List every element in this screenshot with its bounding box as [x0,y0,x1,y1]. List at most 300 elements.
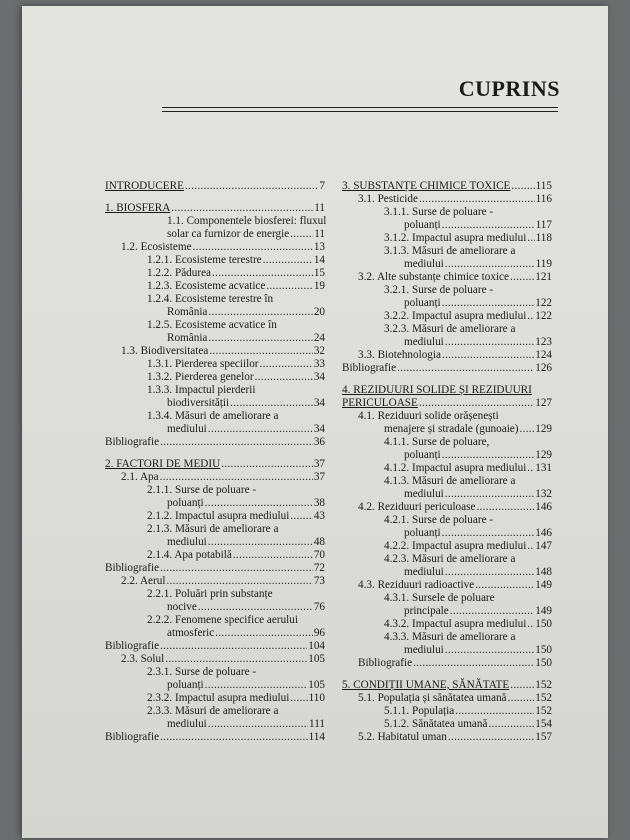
toc-entry [342,705,552,718]
toc-entry-title: 3.2. Alte substanțe chimice toxice [358,271,509,283]
toc-chapter-entry [342,384,552,397]
toc-page-number: 124 [535,349,552,361]
toc-entry-title: 1.2.4. Ecosisteme terestre în [147,293,274,305]
toc-entry [342,423,552,436]
dot-leader [527,232,534,245]
toc-entry-title: 4.2. Reziduuri periculoase [358,501,476,513]
toc-page-number: 146 [535,501,552,513]
toc-entry [105,397,325,410]
dot-leader [488,718,534,731]
dot-leader [419,397,534,410]
dot-leader [160,562,313,575]
toc-entry-title: 2.1. Apa [121,471,159,483]
toc-entry [342,449,552,462]
toc-page-number: 11 [314,202,325,214]
toc-entry [342,618,552,631]
toc-entry-title: 5.2. Habitatul uman [358,731,447,743]
toc-entry [342,436,552,449]
section-gap [342,375,552,384]
dot-leader [230,397,313,410]
toc-entry-title: 1.2.2. Pădurea [147,267,212,279]
toc-entry-title: poluanți [404,449,441,461]
dot-leader [198,601,313,614]
toc-page-number: 152 [535,692,552,704]
toc-page-number: 150 [535,644,552,656]
toc-page-number: 38 [313,497,325,509]
toc-entry-title: 3.3. Biotehnologia [358,349,441,361]
toc-entry [105,241,325,254]
toc-entry-title: 2.1.4. Apa potabilă [147,549,232,561]
dot-leader [445,336,534,349]
toc-entry-title: principale [404,605,449,617]
toc-entry-title: 1.3.4. Măsuri de ameliorare a [147,410,279,422]
toc-page-number: 104 [308,640,325,652]
dot-leader [510,271,534,284]
toc-entry-title: România [167,306,208,318]
toc-page-number: 34 [313,397,325,409]
toc-entry-title: mediului [404,566,444,578]
toc-chapter-entry [342,180,552,193]
toc-entry [105,215,325,228]
dot-leader [215,627,313,640]
toc-entry-title: 1.2. Ecosisteme [121,241,192,253]
toc-entry [105,705,325,718]
dot-leader [208,332,312,345]
toc-page-number: 148 [535,566,552,578]
toc-entry [342,284,552,297]
dot-leader [255,371,313,384]
toc-entry [105,423,325,436]
toc-page-number: 122 [535,297,552,309]
dot-leader [476,501,534,514]
dot-leader [160,471,313,484]
toc-page-number: 34 [313,423,325,435]
toc-chapter-entry [342,679,552,692]
toc-entry [105,549,325,562]
toc-page-number: 119 [535,258,552,270]
toc-entry-title: 3.1.2. Impactul asupra mediului [384,232,527,244]
dot-leader [442,219,535,232]
toc-entry [342,553,552,566]
toc-page-number: 32 [313,345,325,357]
toc-entry [342,362,552,375]
dot-leader [455,705,534,718]
toc-entry [342,232,552,245]
toc-page-number: 116 [535,193,552,205]
toc-entry-title: 1.2.1. Ecosisteme terestre [147,254,262,266]
toc-entry [342,336,552,349]
toc-page-number: 150 [535,657,552,669]
toc-entry [342,501,552,514]
toc-entry [342,692,552,705]
toc-entry [105,666,325,679]
toc-entry [105,384,325,397]
section-gap [105,193,325,202]
toc-entry [342,349,552,362]
toc-right-column [342,180,552,744]
toc-entry [105,497,325,510]
toc-page-number: 150 [535,618,552,630]
dot-leader [260,358,313,371]
toc-entry [105,575,325,588]
toc-entry [105,471,325,484]
toc-entry-title: 1.2.5. Ecosisteme acvatice în [147,319,277,331]
toc-entry [342,475,552,488]
toc-page-number: 105 [308,679,325,691]
toc-entry-title: mediului [404,258,444,270]
toc-entry [105,293,325,306]
toc-entry [342,592,552,605]
toc-entry-title: PERICULOASE [342,397,418,409]
toc-entry-title: Bibliografie [342,362,397,374]
toc-entry [105,653,325,666]
toc-page-number: 149 [535,579,552,591]
dot-leader [397,362,534,375]
toc-entry-title: 4.2.2. Impactul asupra mediului [384,540,527,552]
toc-entry-title: 1.2.3. Ecosisteme acvatice [147,280,266,292]
toc-entry-title: 4.1. Reziduuri solide orășenești [358,410,499,422]
toc-entry-title: 1.3.1. Pierderea speciilor [147,358,259,370]
toc-entry [105,523,325,536]
toc-chapter-entry [105,202,325,215]
dot-leader [212,267,313,280]
toc-entry-title: 2.1.3. Măsuri de ameliorare a [147,523,279,535]
toc-entry-title: 2.1.2. Impactul asupra mediului [147,510,290,522]
dot-leader [208,718,308,731]
toc-page-number: 20 [313,306,325,318]
toc-entry-title: mediului [167,536,207,548]
section-gap [342,670,552,679]
toc-entry-title: INTRODUCERE [105,180,184,192]
dot-leader [475,579,534,592]
toc-page-number: 111 [309,718,325,730]
toc-entry [105,731,325,744]
toc-entry [105,345,325,358]
toc-entry [105,588,325,601]
toc-page-number: 19 [313,280,325,292]
dot-leader [290,692,307,705]
toc-entry-title: 4.3.2. Impactul asupra mediului [384,618,527,630]
dot-leader [233,549,313,562]
toc-page-number: 126 [535,362,552,374]
toc-page-number: 149 [535,605,552,617]
toc-page-number: 43 [313,510,325,522]
toc-entry-title: 2.3.3. Măsuri de ameliorare a [147,705,279,717]
toc-page-number: 152 [535,679,552,691]
toc-entry-title: mediului [167,423,207,435]
dot-leader [445,566,534,579]
toc-entry [105,228,325,241]
toc-page-number: 73 [313,575,325,587]
toc-entry-title: 2.1.1. Surse de poluare - [147,484,257,496]
toc-entry [342,310,552,323]
toc-entry-title: nocive [167,601,197,613]
toc-entry-title: poluanți [404,527,441,539]
toc-entry [105,718,325,731]
toc-entry-title: 5. CONDIȚII UMANE, SĂNĂTATE [342,679,510,691]
dot-leader [208,306,312,319]
toc-entry-title: biodiversității [167,397,230,409]
dot-leader [520,423,535,436]
toc-entry-title: 1.3. Biodiversitatea [121,345,209,357]
toc-page-number: 13 [313,241,325,253]
toc-entry [342,462,552,475]
toc-entry-title: 3.1.1. Surse de poluare - [384,206,494,218]
dot-leader [160,436,313,449]
toc-entry [105,510,325,523]
toc-entry [342,657,552,670]
toc-entry [105,679,325,692]
toc-entry-title: Bibliografie [105,436,160,448]
toc-entry-title: 3.2.2. Impactul asupra mediului [384,310,527,322]
toc-entry-title: 4.2.3. Măsuri de ameliorare a [384,553,516,565]
dot-leader [510,679,534,692]
title-rule-top [162,107,558,108]
toc-entry [105,306,325,319]
toc-page-number: 152 [535,705,552,717]
toc-page-number: 129 [535,449,552,461]
toc-entry-title: mediului [404,336,444,348]
toc-entry [342,193,552,206]
toc-entry [342,271,552,284]
toc-entry [105,358,325,371]
toc-page-number: 33 [313,358,325,370]
dot-leader [205,497,313,510]
toc-entry [342,631,552,644]
toc-entry-title: poluanți [167,497,204,509]
toc-page-number: 132 [535,488,552,500]
dot-leader [221,458,313,471]
dot-leader [208,423,313,436]
toc-entry-title: 2.2.1. Poluări prin substanțe [147,588,273,600]
dot-leader [160,640,307,653]
toc-entry [342,514,552,527]
toc-entry-title: Bibliografie [358,657,413,669]
toc-entry [342,206,552,219]
toc-page-number: 117 [535,219,552,231]
toc-entry-title: 2.3.1. Surse de poluare - [147,666,257,678]
toc-page-number: 131 [535,462,552,474]
dot-leader [527,540,534,553]
dot-leader [160,731,308,744]
toc-entry-title: 4.1.2. Impactul asupra mediului [384,462,527,474]
dot-leader [445,258,535,271]
toc-entry-title: 3. SUBSTANȚE CHIMICE TOXICE [342,180,511,192]
toc-left-column [105,180,325,744]
toc-page-number: 70 [313,549,325,561]
toc-entry-title: 2.2.2. Fenomene specifice aerului [147,614,298,626]
dot-leader [290,228,313,241]
toc-entry [342,718,552,731]
toc-page-number: 105 [308,653,325,665]
section-gap [105,449,325,458]
dot-leader [527,310,534,323]
toc-entry [342,245,552,258]
dot-leader [442,297,535,310]
dot-leader [508,692,535,705]
dot-leader [205,679,308,692]
toc-entry-title: 4.3.3. Măsuri de ameliorare a [384,631,516,643]
toc-entry-title: menajere și stradale (gunoaie) [384,423,519,435]
book-page [22,6,608,838]
toc-entry [342,579,552,592]
toc-entry [105,692,325,705]
toc-entry-title: 1.1. Componentele biosferei: fluxul [167,215,327,227]
dot-leader [527,618,534,631]
toc-page-number: 96 [313,627,325,639]
dot-leader [527,462,534,475]
toc-entry-title: poluanți [404,219,441,231]
toc-entry-title: Bibliografie [105,562,160,574]
toc-entry-title: 3.1.3. Măsuri de ameliorare a [384,245,516,257]
toc-entry-title: atmosferic [167,627,215,639]
toc-entry [342,410,552,423]
toc-entry-title: mediului [404,644,444,656]
toc-entry-title: 2.3.2. Impactul asupra mediului [147,692,290,704]
toc-entry-title: 5.1.2. Sănătatea umană [384,718,488,730]
toc-entry-title: 2.3. Solul [121,653,165,665]
toc-page-number: 147 [535,540,552,552]
toc-entry-title: 2.2. Aerul [121,575,166,587]
dot-leader [171,202,313,215]
toc-page-number: 118 [535,232,552,244]
toc-entry [342,566,552,579]
dot-leader [166,575,312,588]
toc-entry-title: 3.2.3. Măsuri de ameliorare a [384,323,516,335]
toc-entry-title: 3.1. Pesticide [358,193,418,205]
dot-leader [442,349,534,362]
dot-leader [193,241,313,254]
toc-entry-title: 4.3. Reziduuri radioactive [358,579,475,591]
toc-entry [105,267,325,280]
toc-entry-title: România [167,332,208,344]
toc-entry-title: poluanți [404,297,441,309]
toc-entry [342,258,552,271]
toc-entry [105,536,325,549]
toc-entry [105,601,325,614]
toc-page-number: 37 [313,458,325,470]
dot-leader [413,657,534,670]
toc-page-number: 121 [535,271,552,283]
toc-entry [342,540,552,553]
toc-page-number: 48 [313,536,325,548]
toc-entry-title: 5.1.1. Populația [384,705,455,717]
dot-leader [185,180,318,193]
toc-entry [105,410,325,423]
toc-page-number: 157 [535,731,552,743]
toc-entry-title: Bibliografie [105,640,160,652]
dot-leader [209,345,313,358]
toc-entry [105,640,325,653]
dot-leader [165,653,307,666]
toc-entry [105,371,325,384]
toc-entry [105,254,325,267]
toc-page-number: 110 [308,692,325,704]
dot-leader [445,644,534,657]
dot-leader [450,605,534,618]
dot-leader [290,510,313,523]
toc-entry [105,319,325,332]
toc-entry [342,527,552,540]
dot-leader [266,280,312,293]
toc-entry-title: 4.1.1. Surse de poluare, [384,436,490,448]
toc-entry [342,644,552,657]
toc-entry-title: 1.3.2. Pierderea genelor [147,371,254,383]
toc-entry [342,488,552,501]
toc-entry [105,332,325,345]
toc-page-number: 129 [535,423,552,435]
toc-page-number: 122 [535,310,552,322]
toc-entry-title: 3.2.1. Surse de poluare - [384,284,494,296]
toc-page-number: 36 [313,436,325,448]
toc-page-number: 72 [313,562,325,574]
toc-entry-title: mediului [404,488,444,500]
toc-page-number: 115 [535,180,552,192]
toc-entry-title: 4.3.1. Sursele de poluare [384,592,495,604]
toc-entry-title: 5.1. Populația și sănătatea umană [358,692,507,704]
toc-entry-title: 1.3.3. Impactul pierderii [147,384,256,396]
toc-page-number: 76 [313,601,325,613]
toc-entry-title: mediului [167,718,207,730]
toc-entry-title: solar ca furnizor de energie [167,228,290,240]
toc-entry [105,280,325,293]
toc-entry-title: 1. BIOSFERA [105,202,171,214]
toc-chapter-entry [342,397,552,410]
toc-page-number: 123 [535,336,552,348]
dot-leader [445,488,534,501]
toc-page-number: 7 [319,180,325,192]
dot-leader [442,449,535,462]
toc-page-number: 24 [313,332,325,344]
toc-page-number: 127 [535,397,552,409]
title-rule-bottom [162,111,558,112]
toc-page-number: 146 [535,527,552,539]
toc-entry [342,219,552,232]
dot-leader [511,180,534,193]
toc-page-number: 15 [313,267,325,279]
toc-page-number: 14 [313,254,325,266]
toc-entry [342,605,552,618]
toc-entry-title: 4.2.1. Surse de poluare - [384,514,494,526]
toc-entry-title: 4. REZIDUURI SOLIDE ȘI REZIDUURI [342,384,532,396]
toc-entry-title: 4.1.3. Măsuri de ameliorare a [384,475,516,487]
toc-page-number: 34 [313,371,325,383]
toc-entry-title: 2. FACTORI DE MEDIU [105,458,221,470]
toc-entry [342,297,552,310]
toc-entry [342,731,552,744]
toc-entry [105,484,325,497]
toc-entry-title: poluanți [167,679,204,691]
toc-entry [342,323,552,336]
dot-leader [448,731,534,744]
toc-page-number: 37 [313,471,325,483]
toc-chapter-entry [105,180,325,193]
dot-leader [442,527,535,540]
page-title: CUPRINS [458,76,560,101]
dot-leader [263,254,313,267]
toc-page-number: 154 [535,718,552,730]
dot-leader [419,193,535,206]
toc-entry [105,562,325,575]
toc-entry-title: Bibliografie [105,731,160,743]
toc-entry [105,436,325,449]
toc-page-number: 11 [314,228,325,240]
toc-entry [105,627,325,640]
toc-page-number: 114 [308,731,325,743]
toc-entry [105,614,325,627]
toc-chapter-entry [105,458,325,471]
dot-leader [208,536,313,549]
